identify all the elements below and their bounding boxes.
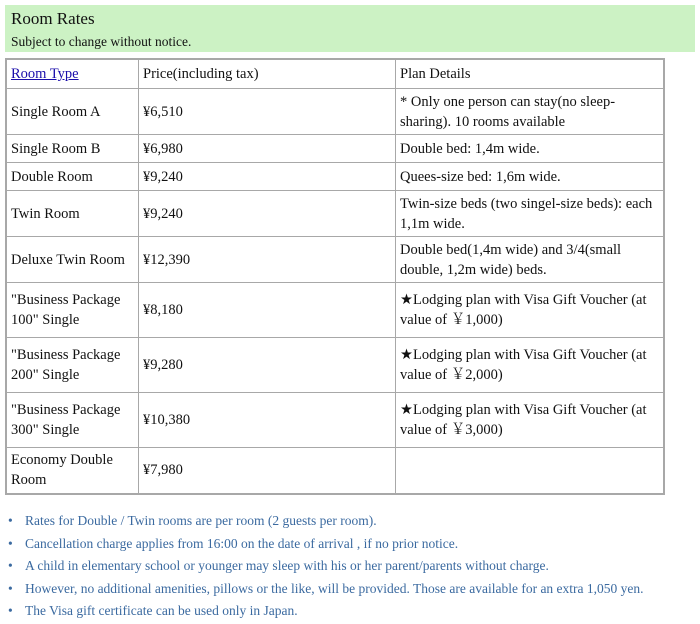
- table-row: [6, 393, 664, 448]
- note-text: A child in elementary school or younger may sleep with his or her parent/parents without charge.: [25, 558, 549, 573]
- price-cell: ¥12,390: [139, 237, 396, 283]
- table-row: [6, 191, 664, 237]
- plan-details-cell: Double bed(1,4m wide) and 3/4(small double, 1,2m wide) beds.: [396, 237, 665, 283]
- table-header-row: [6, 59, 664, 89]
- note-text: However, no additional amenities, pillows or the like, will be provided. Those are available for an extra 1,050 yen.: [25, 580, 644, 596]
- bullet-icon: •: [8, 603, 13, 618]
- room-type-cell: Single Room A: [6, 89, 139, 135]
- room-rates-table: [5, 58, 665, 495]
- room-type-cell: Double Room: [6, 163, 139, 191]
- bullet-icon: •: [8, 558, 13, 573]
- room-type-cell: "Business Package 200" Single: [6, 338, 139, 393]
- price-cell: ¥9,240: [139, 191, 396, 237]
- bullet-icon: •: [8, 580, 13, 596]
- table-row: [6, 237, 664, 283]
- price-cell: ¥7,980: [139, 448, 396, 494]
- room-type-cell: Deluxe Twin Room: [6, 237, 139, 283]
- table-row: [6, 135, 664, 163]
- room-type-link[interactable]: Room Type: [11, 66, 79, 82]
- list-item: [5, 600, 644, 623]
- plan-details-cell: * Only one person can stay(no sleep-sharing). 10 rooms available: [396, 89, 665, 135]
- table-row: [6, 283, 664, 338]
- list-item: [5, 555, 644, 578]
- note-text: Cancellation charge applies from 16:00 on the date of arrival , if no prior notice.: [25, 535, 459, 551]
- price-cell: ¥6,510: [139, 89, 396, 135]
- room-type-cell: Single Room B: [6, 135, 139, 163]
- header-plan-details: Plan Details: [396, 59, 665, 89]
- page-subtitle: Subject to change without notice.: [11, 34, 192, 49]
- bullet-icon: •: [8, 535, 13, 551]
- bullet-icon: •: [8, 513, 13, 528]
- price-cell: ¥9,240: [139, 163, 396, 191]
- table-row: [6, 338, 664, 393]
- header-room-type: [6, 59, 139, 89]
- list-item: [5, 510, 644, 533]
- list-item: [5, 578, 644, 601]
- plan-details-cell: Twin-size beds (two singel-size beds): each 1,1m wide.: [396, 191, 665, 237]
- note-text: Rates for Double / Twin rooms are per room (2 guests per room).: [25, 513, 377, 528]
- notes-list: [5, 510, 644, 623]
- price-cell: ¥10,380: [139, 393, 396, 448]
- price-cell: ¥6,980: [139, 135, 396, 163]
- note-text: The Visa gift certificate can be used only in Japan.: [25, 603, 298, 618]
- plan-details-cell: ★Lodging plan with Visa Gift Voucher (at value of ￥3,000): [396, 393, 665, 448]
- plan-details-cell: ★Lodging plan with Visa Gift Voucher (at value of ￥1,000): [396, 283, 665, 338]
- room-type-cell: Economy Double Room: [6, 448, 139, 494]
- plan-details-cell: Double bed: 1,4m wide.: [396, 135, 665, 163]
- list-item: [5, 533, 644, 556]
- room-type-cell: "Business Package 100" Single: [6, 283, 139, 338]
- table-row: [6, 163, 664, 191]
- page-title: Room Rates: [11, 9, 95, 28]
- plan-details-cell: [396, 448, 665, 494]
- plan-details-cell: ★Lodging plan with Visa Gift Voucher (at value of ￥2,000): [396, 338, 665, 393]
- page-header: [5, 5, 695, 52]
- header-price: Price(including tax): [139, 59, 396, 89]
- table-row: [6, 448, 664, 494]
- room-type-cell: "Business Package 300" Single: [6, 393, 139, 448]
- price-cell: ¥9,280: [139, 338, 396, 393]
- price-cell: ¥8,180: [139, 283, 396, 338]
- room-type-cell: Twin Room: [6, 191, 139, 237]
- plan-details-cell: Quees-size bed: 1,6m wide.: [396, 163, 665, 191]
- table-row: [6, 89, 664, 135]
